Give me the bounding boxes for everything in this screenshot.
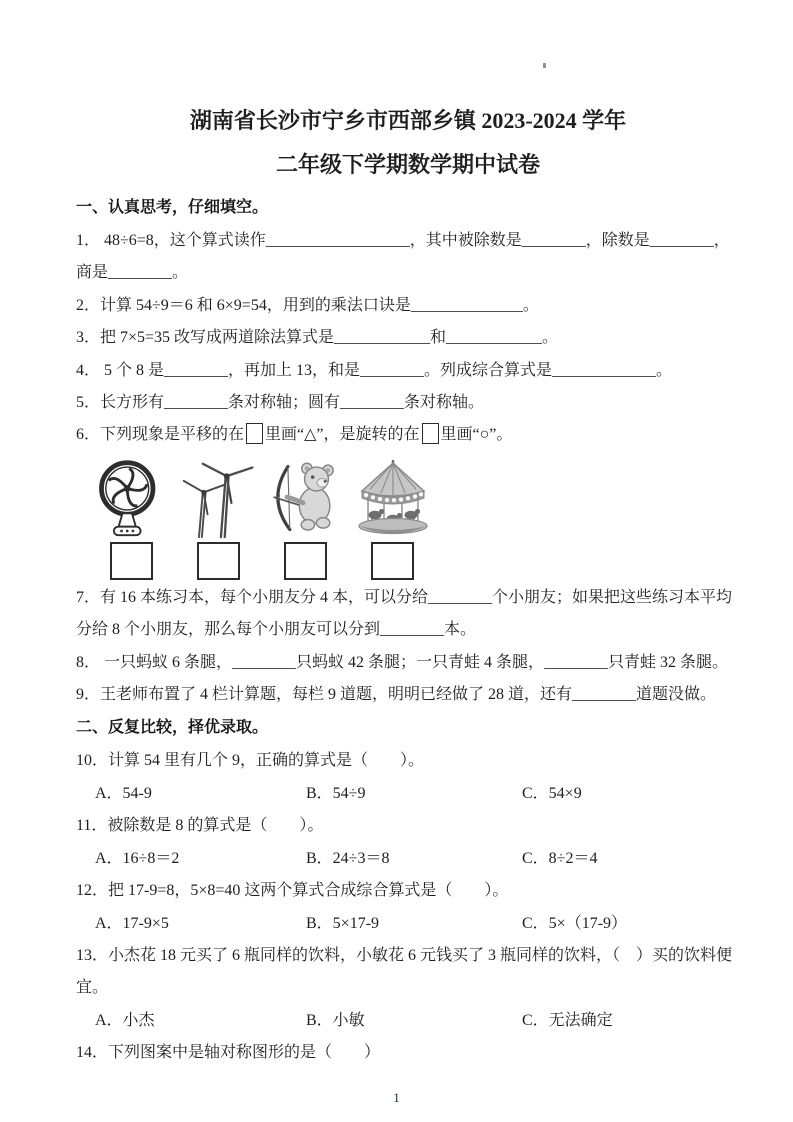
question-1-line2: 商是________。: [76, 264, 189, 282]
question-10-option-a: A．54-9: [95, 784, 152, 802]
question-11: 11．被除数是 8 的算式是（ ）。: [76, 817, 324, 835]
figure-wind-turbines: [175, 459, 262, 580]
question-6-text-part1: 6．下列现象是平移的在: [76, 426, 245, 444]
question-5: 5．长方形有________条对称轴；圆有________条对称轴。: [76, 394, 485, 412]
question-13-option-b: B．小敏: [306, 1011, 365, 1029]
question-6-figures: [88, 459, 740, 580]
question-1-line1: 1． 48÷6=8，这个算式读作__________________，其中被除数是________，除数是________，: [76, 232, 730, 249]
question-12-option-b: B．5×17-9: [306, 914, 380, 932]
question-7-line1: 7．有 16 本练习本，每个小朋友分 4 本，可以分给________个小朋友；如果把这些练习本平均: [76, 588, 733, 606]
page-number: 1: [393, 1090, 400, 1105]
question-13-line1: 13．小杰花 18 元买了 6 瓶同样的饮料，小敏花 6 元钱买了 3 瓶同样的饮料，（ ）买的饮料便: [76, 946, 733, 964]
question-3: 3．把 7×5=35 改写成两道除法算式是____________和____________。: [76, 329, 559, 347]
question-4: 4． 5 个 8 是________，再加上 13，和是________。列成综合算式是_____________。: [76, 361, 673, 379]
question-13-line2: 宜。: [76, 979, 109, 997]
scan-speck: [543, 63, 546, 68]
inline-answer-box: [246, 423, 263, 444]
question-13-option-c: C．无法确定: [522, 1011, 613, 1029]
section1-heading: 一、认真思考，仔细填空。: [76, 199, 269, 216]
question-2: 2．计算 54÷9＝6 和 6×9=54，用到的乘法口诀是______________。: [76, 296, 539, 314]
answer-box: [197, 542, 240, 580]
figure-cartoon-archer: [262, 459, 349, 580]
question-11-option-a: A．16÷8＝2: [95, 849, 180, 867]
cartoon-archer-mouse-icon: [265, 459, 347, 539]
section2-heading: 二、反复比较，择优录取。: [76, 719, 269, 737]
answer-box: [110, 542, 153, 580]
question-14: 14．下列图案中是轴对称图形的是（ ）: [76, 1044, 381, 1062]
wind-turbines-icon: [178, 459, 260, 539]
question-9: 9．王老师布置了 4 栏计算题，每栏 9 道题，明明已经做了 28 道，还有________道题没做。: [76, 686, 717, 704]
question-13-options: [76, 1005, 740, 1037]
inline-answer-box: [422, 423, 439, 444]
question-10-option-b: B．54÷9: [306, 784, 366, 802]
question-12: 12．把 17-9=8，5×8=40 这两个算式合成综合算式是（ ）。: [76, 882, 509, 900]
exam-title-line2: 二年级下学期数学期中试卷: [275, 152, 540, 177]
question-6-text-part2: 里画“△”，是旋转的在: [265, 426, 420, 444]
question-12-option-c: C．5×（17-9）: [522, 914, 628, 932]
electric-fan-icon: [91, 459, 173, 539]
question-6: [76, 419, 740, 451]
question-10-options: [76, 778, 740, 810]
question-8: 8． 一只蚂蚁 6 条腿，________只蚂蚁 42 条腿；一只青蛙 4 条腿，________只青蛙 32 条腿。: [76, 653, 729, 671]
question-10: 10．计算 54 里有几个 9，正确的算式是（ ）。: [76, 752, 425, 770]
section2-body: [76, 745, 740, 1069]
question-11-option-b: B．24÷3＝8: [306, 849, 390, 867]
exam-title-line1: 湖南省长沙市宁乡市西部乡镇 2023-2024 学年: [189, 108, 627, 133]
question-6-text-part3: 里画“○”。: [440, 426, 513, 444]
question-11-options: [76, 843, 740, 875]
section1-body: [76, 225, 740, 711]
question-11-option-c: C．8÷2＝4: [522, 849, 598, 867]
answer-box: [371, 542, 414, 580]
carousel-icon: [350, 459, 436, 539]
question-13-option-a: A．小杰: [95, 1011, 155, 1029]
answer-box: [284, 542, 327, 580]
question-12-option-a: A．17-9×5: [95, 914, 169, 932]
question-10-option-c: C．54×9: [522, 784, 582, 802]
question-12-options: [76, 908, 740, 940]
figure-carousel: [349, 459, 436, 580]
question-7-line2: 分给 8 个小朋友，那么每个小朋友可以分到________本。: [76, 621, 477, 639]
figure-electric-fan: [88, 459, 175, 580]
